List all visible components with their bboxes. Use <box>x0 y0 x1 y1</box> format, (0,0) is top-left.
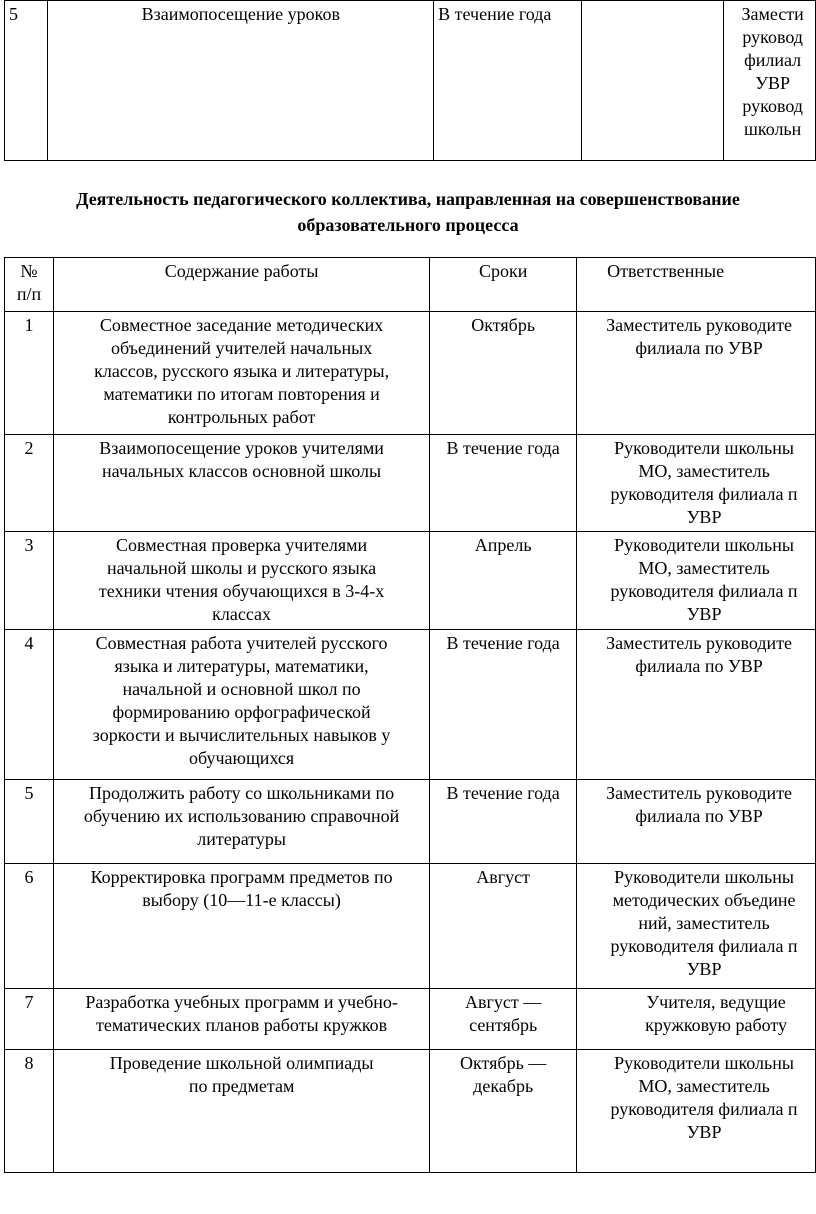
responsible-line: руковод <box>742 27 803 47</box>
responsible <box>577 864 816 989</box>
table-row <box>5 1050 816 1173</box>
work-content-line: Разработка учебных программ и учебно- <box>85 992 398 1012</box>
header-num <box>5 258 54 312</box>
responsible <box>577 1050 816 1173</box>
term-line: В течение года <box>446 633 560 653</box>
term-line: Октябрь <box>471 315 536 335</box>
term-line: Август — <box>465 992 542 1012</box>
work-content <box>54 1050 430 1173</box>
row-number: 6 <box>5 864 54 989</box>
work-content: Взаимопосещение уроков <box>48 1 434 161</box>
work-content-line: Взаимопосещение уроков учителями <box>99 438 384 458</box>
responsible-line: филиала по УВР <box>635 656 763 676</box>
responsible-line: Учителя, ведущие <box>646 992 786 1012</box>
responsible <box>724 1 816 161</box>
responsible <box>577 435 816 532</box>
work-content-line: Продолжить работу со школьниками по <box>89 783 395 803</box>
table-header-row <box>5 258 816 312</box>
row-number: 5 <box>5 780 54 864</box>
responsible-line: Заместитель руководите <box>606 315 793 335</box>
responsible-line: УВР <box>686 507 722 527</box>
responsible-line: Руководители школьны <box>614 438 794 458</box>
term-line: Октябрь — <box>460 1053 547 1073</box>
plan-table <box>4 257 816 1173</box>
work-content <box>54 435 430 532</box>
term <box>430 312 577 435</box>
term-line: Апрель <box>474 535 532 555</box>
row-number: 5 <box>5 1 48 161</box>
responsible-line: руководителя филиала п <box>610 484 798 504</box>
work-content-line: Корректировка программ предметов по <box>90 867 393 887</box>
responsible <box>577 532 816 630</box>
work-content-line: контрольных работ <box>167 407 316 427</box>
responsible-line: УВР <box>686 1122 722 1142</box>
work-content <box>54 532 430 630</box>
work-content-line: математики по итогам повторения и <box>103 384 380 404</box>
work-content-line: Совместная работа учителей русского <box>95 633 388 653</box>
term <box>430 435 577 532</box>
responsible-line: ний, заместитель <box>638 913 770 933</box>
term-line: декабрь <box>473 1076 534 1096</box>
work-content-line: классов, русского языка и литературы, <box>94 361 390 381</box>
work-content <box>54 312 430 435</box>
term <box>430 1050 577 1173</box>
responsible-line: руководителя филиала п <box>610 1099 798 1119</box>
responsible-line: методических объедине <box>612 890 796 910</box>
responsible-line: Заместитель руководите <box>606 783 793 803</box>
responsible-line: МО, заместитель <box>638 558 770 578</box>
work-content <box>54 989 430 1050</box>
header-responsible: Ответственные <box>577 258 816 312</box>
table-row <box>5 630 816 780</box>
term: В течение года <box>434 1 582 161</box>
work-content-line: техники чтения обучающихся в 3-4-х <box>98 581 385 601</box>
responsible-line: школьн <box>744 119 802 139</box>
row-number: 8 <box>5 1050 54 1173</box>
row-number: 2 <box>5 435 54 532</box>
previous-plan-table <box>4 0 816 161</box>
work-content-line: начальной школы и русского языка <box>107 558 377 578</box>
responsible-line: Руководители школьны <box>614 867 794 887</box>
work-content-line: Проведение школьной олимпиады <box>109 1053 374 1073</box>
empty-cell <box>582 1 724 161</box>
work-content-line: формированию орфографической <box>112 702 371 722</box>
header-num-line: № <box>20 261 38 281</box>
responsible-line: УВР <box>755 73 791 93</box>
work-content <box>54 780 430 864</box>
responsible-line: руковод <box>742 96 803 116</box>
work-content-line: зоркости и вычислительных навыков у <box>92 725 391 745</box>
table-row <box>5 864 816 989</box>
responsible <box>577 780 816 864</box>
term-line: В течение года <box>446 783 560 803</box>
section-title-line: образовательного процесса <box>297 215 519 235</box>
work-content-line: тематических планов работы кружков <box>96 1015 388 1035</box>
responsible <box>577 312 816 435</box>
responsible-line: УВР <box>686 959 722 979</box>
work-content <box>54 864 430 989</box>
header-num-line: п/п <box>16 284 42 304</box>
table-row <box>5 312 816 435</box>
responsible-line: кружковую работу <box>645 1015 788 1035</box>
header-term: Сроки <box>430 258 577 312</box>
work-content <box>54 630 430 780</box>
work-content-line: языка и литературы, математики, <box>114 656 369 676</box>
row-number: 1 <box>5 312 54 435</box>
table-row <box>5 989 816 1050</box>
responsible-line: Руководители школьны <box>614 535 794 555</box>
work-content-line: литературы <box>197 829 286 849</box>
row-number: 3 <box>5 532 54 630</box>
table-row <box>5 435 816 532</box>
section-title-line: Деятельность педагогического коллектива, направленная на совершенствование <box>76 189 740 209</box>
work-content-line: обучению их использованию справочной <box>83 806 400 826</box>
responsible-line: Замести <box>741 4 804 24</box>
term <box>430 989 577 1050</box>
responsible-line: филиал <box>744 50 802 70</box>
work-content-line: выбору (10—11-е классы) <box>142 890 341 910</box>
term-line: В течение года <box>446 438 560 458</box>
responsible-line: МО, заместитель <box>638 1076 770 1096</box>
term <box>430 532 577 630</box>
row-number: 7 <box>5 989 54 1050</box>
work-content-line: классах <box>212 604 272 624</box>
table-row <box>5 780 816 864</box>
section-title <box>0 186 816 238</box>
work-content-line: начальной и основной школ по <box>122 679 361 699</box>
work-content-line: обучающихся <box>188 748 295 768</box>
responsible-line: руководителя филиала п <box>610 581 798 601</box>
term <box>430 780 577 864</box>
responsible-line: филиала по УВР <box>635 806 763 826</box>
term <box>430 630 577 780</box>
responsible-line: УВР <box>686 604 722 624</box>
header-content: Содержание работы <box>54 258 430 312</box>
responsible <box>577 989 816 1050</box>
responsible-line: филиала по УВР <box>635 338 763 358</box>
table-row <box>5 1 816 161</box>
responsible-line: МО, заместитель <box>638 461 770 481</box>
work-content-line: объединений учителей начальных <box>110 338 373 358</box>
work-content-line: Совместная проверка учителями <box>116 535 368 555</box>
work-content-line: Совместное заседание методических <box>99 315 384 335</box>
table-row <box>5 532 816 630</box>
work-content-line: начальных классов основной школы <box>102 461 382 481</box>
term-line: сентябрь <box>469 1015 538 1035</box>
table-body <box>5 312 816 1173</box>
row-number: 4 <box>5 630 54 780</box>
term <box>430 864 577 989</box>
responsible-line: Руководители школьны <box>614 1053 794 1073</box>
responsible-line: Заместитель руководите <box>606 633 793 653</box>
responsible-line: руководителя филиала п <box>610 936 798 956</box>
responsible <box>577 630 816 780</box>
work-content-line: по предметам <box>188 1076 295 1096</box>
term-line: Август <box>476 867 531 887</box>
